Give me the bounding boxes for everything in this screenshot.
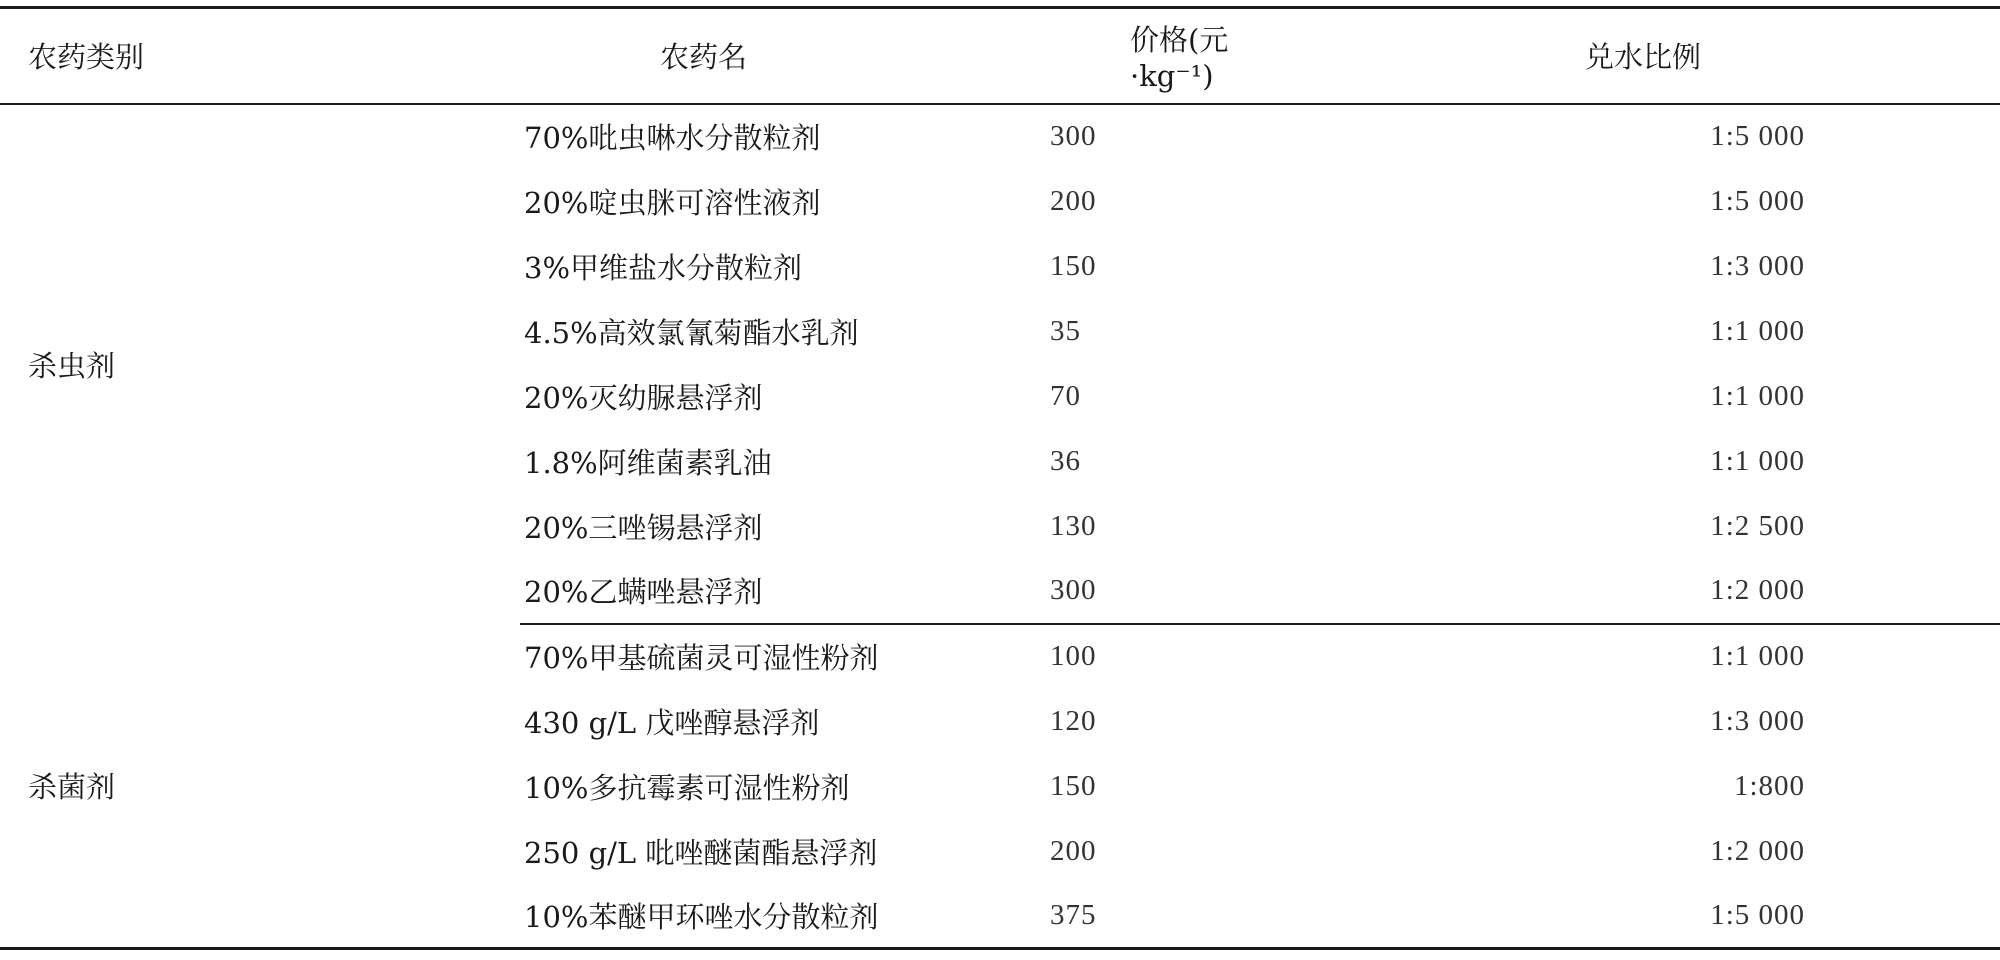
pesticide-name: 250 g/L 吡唑醚菌酯悬浮剂 [524,835,878,870]
table-row [0,624,2000,689]
pesticide-name: 70%甲基硫菌灵可湿性粉剂 [524,641,879,675]
table-body [0,104,2000,949]
pesticide-name: 10%苯醚甲环唑水分散粒剂 [520,884,1050,949]
price-value: 70 [1050,379,1081,412]
pesticide-name: 10%多抗霉素可湿性粉剂 [524,770,850,805]
pesticide-name: 20%啶虫脒可溶性液剂 [524,185,821,220]
pesticide-table [0,6,2000,950]
price-value: 36 [1050,444,1081,477]
price-value: 300 [1050,559,1300,624]
price-value: 375 [1050,884,1300,949]
pesticide-name: 1.8%阿维菌素乳油 [524,445,772,480]
price-value: 200 [1050,184,1097,217]
header-name: 农药名 [520,8,1050,104]
price-value: 100 [1050,640,1097,672]
category-cell: 杀虫剂 [28,348,116,383]
dilution-ratio: 1:5 000 [1710,184,1805,217]
pesticide-table-container [0,6,2000,950]
table-row [0,104,2000,169]
header-row [0,8,2000,104]
category-cell: 杀菌剂 [0,624,520,949]
pesticide-name: 20%灭幼脲悬浮剂 [524,380,763,415]
price-value: 130 [1050,509,1097,542]
pesticide-name: 4.5%高效氯氰菊酯水乳剂 [524,315,859,350]
header-ratio: 兑水比例 [1300,8,2000,104]
pesticide-name: 430 g/L 戊唑醇悬浮剂 [524,705,820,740]
dilution-ratio: 1:1 000 [1710,379,1805,412]
dilution-ratio: 1:2 000 [1710,834,1805,867]
price-value: 120 [1050,704,1097,737]
dilution-ratio: 1:1 000 [1710,444,1805,477]
dilution-ratio: 1:3 000 [1710,704,1805,737]
price-value: 35 [1050,314,1081,347]
dilution-ratio: 1:5 000 [1300,884,2000,949]
price-value: 200 [1050,834,1097,867]
price-value: 150 [1050,769,1097,802]
table-header [0,8,2000,104]
dilution-ratio: 1:2 000 [1300,559,2000,624]
pesticide-name: 3%甲维盐水分散粒剂 [524,250,803,285]
header-category: 农药类别 [0,8,520,104]
dilution-ratio: 1:1 000 [1710,314,1805,347]
dilution-ratio: 1:5 000 [1710,120,1805,152]
dilution-ratio: 1:800 [1733,769,1805,802]
dilution-ratio: 1:1 000 [1710,640,1805,672]
dilution-ratio: 1:2 500 [1710,509,1805,542]
header-price: 价格(元·kg⁻¹) [1050,8,1300,104]
dilution-ratio: 1:3 000 [1710,249,1805,282]
pesticide-name: 70%吡虫啉水分散粒剂 [524,121,821,155]
pesticide-name: 20%乙螨唑悬浮剂 [520,559,1050,624]
price-value: 150 [1050,249,1097,282]
price-value: 300 [1050,120,1097,152]
pesticide-name: 20%三唑锡悬浮剂 [524,510,763,545]
